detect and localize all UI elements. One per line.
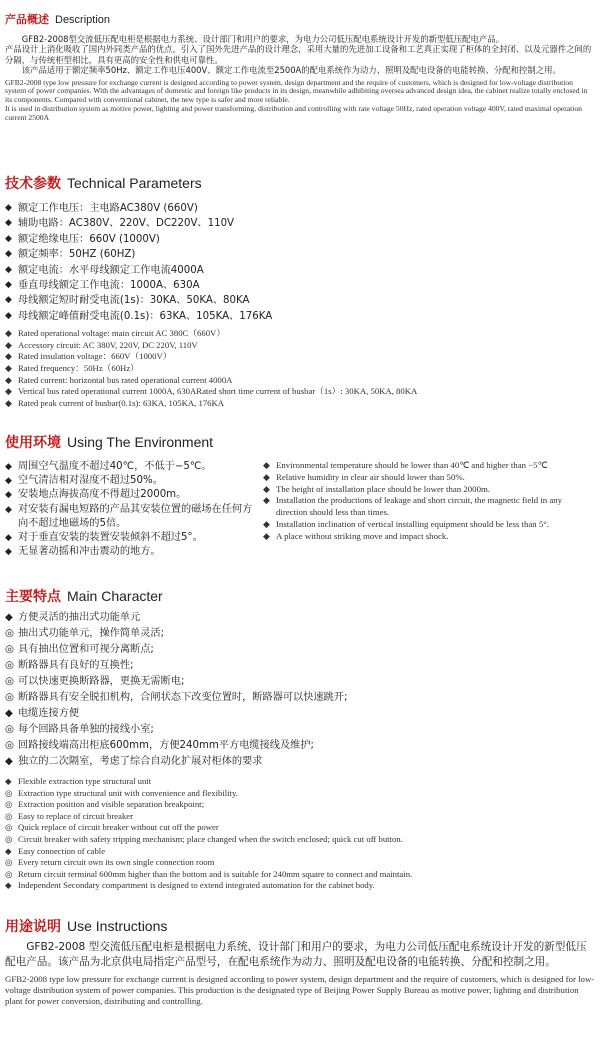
environment-cn-list: [5, 460, 255, 559]
list-item: ◆ Installation the productions of leakage and short circuit, the magnetic field in any direction should less than times.: [263, 495, 563, 518]
diamond-bullet-icon: ◆: [263, 460, 270, 470]
list-item: ◆ Rated operational voltage: main circuit AC 380C（660V）: [5, 328, 226, 339]
double-circle-bullet-icon: ◎: [5, 628, 14, 639]
diamond-bullet-icon: ◆: [5, 533, 12, 544]
list-item: ◆ Easy connection of cable: [5, 845, 106, 856]
use-title-en: Use Instructions: [67, 918, 168, 934]
list-item: ◆ Installation inclination of vertical installing equipment should be less than 5°.: [263, 518, 549, 529]
list-item: ◎ 回路接线端高出柜底600mm，方便240mm平方电缆接线及维护;: [5, 738, 595, 754]
list-item: ◆ Flexible extraction type structural unit: [5, 776, 152, 786]
double-circle-bullet-icon: ◎: [5, 857, 13, 868]
diamond-bullet-icon: ◆: [263, 483, 270, 494]
list-item: ◆ A place without striking move and impact shock.: [263, 530, 449, 541]
list-item: ◆ 辅助电路：AC380V、220V、DC220V、110V: [5, 216, 595, 231]
list-item: ◆ 额定频率：50HZ (60HZ): [5, 247, 595, 262]
list-item: ◎ Extraction type structural unit with convenience and flexibility.: [5, 787, 238, 798]
description-en-paragraph: It is used in distribution system as motive power, lighting and power transforming, distribution and controlling with rate voltage 50Hz, rated operation voltage 400V, rated maximal operation current 2500A: [5, 104, 582, 122]
description-section: [5, 10, 595, 123]
description-title-cn: 产品概述: [5, 13, 49, 26]
list-item: ◆ Vertical bus rated operational current 1000A, 630ARated short time current of busbar（1s）: 30KA, 50KA, 80KA: [5, 386, 418, 397]
list-item: ◆ Relative humidity in clear air should lower than 50%.: [263, 471, 465, 482]
environment-title-cn: 使用环境: [5, 435, 61, 451]
list-item: ◎ Quick replace of circuit breaker without cut off the power: [5, 822, 219, 833]
double-circle-bullet-icon: ◎: [5, 787, 13, 798]
double-circle-bullet-icon: ◎: [5, 833, 13, 844]
list-item: ◎ Return circuit terminal 600mm higher than the bottom and is suitable for 240mm square to connect and maintain.: [5, 868, 413, 879]
list-item: ◆ 对于垂直安装的装置安装倾斜不超过5°。: [5, 531, 255, 545]
double-circle-bullet-icon: ◎: [5, 660, 14, 671]
diamond-bullet-icon: ◆: [263, 471, 270, 482]
technical-cn-list: [5, 201, 595, 324]
list-item: ◎ Easy to replace of circuit breaker: [5, 810, 134, 821]
diamond-bullet-icon: ◆: [5, 845, 12, 856]
list-item: ◆ Accessory circuit: AC 380V, 220V, DC 220V, 110V: [5, 339, 198, 350]
double-circle-bullet-icon: ◎: [5, 644, 14, 655]
list-item: ◆ 独立的二次隔室，考虑了综合自动化扩展对柜体的要求: [5, 754, 595, 770]
diamond-bullet-icon: ◆: [5, 328, 12, 339]
technical-section: [5, 173, 595, 409]
list-item: ◆ 母线额定峰值耐受电流(0.1s)：63KA、105KA、176KA: [5, 309, 595, 324]
list-item: ◆ 空气清洁相对湿度不超过50%。: [5, 474, 255, 488]
diamond-bullet-icon: ◆: [5, 462, 12, 472]
technical-title-en: Technical Parameters: [67, 175, 202, 191]
diamond-bullet-icon: ◆: [263, 518, 270, 529]
diamond-bullet-icon: ◆: [5, 218, 12, 229]
list-item: ◆ Rated insulation voltage：660V（1000V）: [5, 351, 172, 362]
diamond-bullet-icon: ◆: [5, 708, 13, 719]
main-character-section: [5, 586, 595, 892]
description-en-paragraph: GFB2-2008 type low pressure for exchange current is designed according to power system, design department and the require of customers, which is designed for low-voltage distribution system of power companies. With the advantages of domestic and foreign like products in its design, meanwhile adhibiting oversea advanced design idea, the cabinet realize totally enclosed in its components. Compared with conventional cabinet, the new type is safer and more reliable.: [5, 77, 588, 105]
main-character-cn-list: [5, 610, 595, 770]
double-circle-bullet-icon: ◎: [5, 868, 13, 879]
diamond-bullet-icon: ◆: [5, 339, 12, 350]
list-item: ◎ Extraction position and visible separation breakpoint;: [5, 799, 205, 810]
diamond-bullet-icon: ◆: [5, 776, 12, 786]
technical-heading: [5, 173, 595, 195]
list-item: ◎ 断路器具有良好的互换性;: [5, 658, 595, 674]
list-item: ◎ Circuit breaker with safety tripping mechanism; place changed when the switch enclosed; quick cut off button.: [5, 833, 403, 844]
diamond-bullet-icon: ◆: [5, 203, 12, 213]
double-circle-bullet-icon: ◎: [5, 810, 13, 821]
double-circle-bullet-icon: ◎: [5, 822, 13, 833]
diamond-bullet-icon: ◆: [5, 280, 12, 291]
list-item: ◎ 可以快速更换断路器，更换无需断电;: [5, 674, 595, 690]
list-item: ◆ Rated frequency：50Hz（60Hz）: [5, 363, 139, 374]
environment-en-list: [263, 460, 595, 543]
diamond-bullet-icon: ◆: [5, 490, 12, 501]
list-item: ◆ 安装地点海拔高度不得超过2000m。: [5, 488, 255, 502]
environment-title-en: Using The Environment: [67, 434, 214, 450]
list-item: ◆ 电缆连接方便: [5, 706, 595, 722]
list-item: ◆ 额定绝缘电压：660V (1000V): [5, 232, 595, 247]
technical-en-list: [5, 328, 595, 409]
double-circle-bullet-icon: ◎: [5, 724, 14, 735]
list-item: ◎ 每个回路具备单独的接线小室;: [5, 722, 595, 738]
diamond-bullet-icon: ◆: [5, 363, 12, 374]
list-item: ◆ Environmental temperature should be lower than 40℃ and higher than −5℃: [263, 460, 548, 470]
double-circle-bullet-icon: ◎: [5, 740, 14, 751]
diamond-bullet-icon: ◆: [5, 386, 12, 397]
diamond-bullet-icon: ◆: [5, 504, 12, 515]
list-item: ◆ 无显著动摇和冲击震动的地方。: [5, 545, 255, 559]
list-item: ◆ Independent Secondary compartment is designed to extend integrated automation for the cabinet body.: [5, 880, 375, 891]
diamond-bullet-icon: ◆: [5, 756, 13, 767]
list-item: ◆ 额定电流：水平母线额定工作电流4000A: [5, 263, 595, 278]
list-item: ◆ Rated peak current of busbar(0.1s): 63KA, 105KA, 176KA: [5, 397, 225, 408]
double-circle-bullet-icon: ◎: [5, 799, 13, 810]
list-item: ◆ 额定工作电压：主电路AC380V (660V): [5, 201, 595, 216]
diamond-bullet-icon: ◆: [5, 476, 12, 487]
diamond-bullet-icon: ◆: [5, 249, 12, 260]
diamond-bullet-icon: ◆: [5, 374, 12, 385]
list-item: ◎ Every return circuit own its own single connection room: [5, 857, 215, 868]
diamond-bullet-icon: ◆: [5, 310, 12, 321]
use-en-paragraph: GFB2-2008 type low pressure for exchange current is designed according to power system, design department and the require of customers, which is designed for low-voltage distribution system of power companies. This production is the designated type of Beijing Power Supply Bureau as motive power, lighting and distribution plant for power conversion, distributing and controlling.: [5, 974, 595, 1006]
main-character-en-list: [5, 776, 595, 892]
diamond-bullet-icon: ◆: [5, 397, 12, 408]
description-cn-paragraph: 该产品适用于额定频率50Hz、额定工作电压400V、额定工作电流至2500A的配电系统作为动力、照明及配电设备的电能转换、分配和控制之用。: [21, 65, 561, 76]
main-character-title-en: Main Character: [67, 588, 163, 604]
diamond-bullet-icon: ◆: [5, 880, 12, 891]
list-item: ◎ 抽出式功能单元，操作简单灵活;: [5, 626, 595, 642]
use-title-cn: 用途说明: [5, 919, 61, 935]
list-item: ◎ 具有抽出位置和可视分离断点;: [5, 642, 595, 658]
list-item: ◆ Rated current: horizontal bus rated operational current 4000A: [5, 374, 233, 385]
diamond-bullet-icon: ◆: [5, 351, 12, 362]
list-item: ◆ 方便灵活的抽出式功能单元: [5, 610, 595, 626]
main-character-title-cn: 主要特点: [5, 589, 61, 605]
diamond-bullet-icon: ◆: [5, 295, 12, 306]
description-title-en: Description: [55, 14, 111, 26]
diamond-bullet-icon: ◆: [263, 530, 270, 541]
list-item: ◆ 周围空气温度不超过40℃，不低于−5℃。: [5, 460, 255, 474]
diamond-bullet-icon: ◆: [5, 547, 12, 558]
use-heading: [5, 916, 595, 938]
environment-heading: [5, 432, 595, 454]
list-item: ◆ 母线额定短时耐受电流(1s)：30KA、50KA、80KA: [5, 293, 595, 308]
use-section: [5, 916, 595, 1007]
list-item: ◎ 断路器具有安全脱扣机构，合闸状态下改变位置时，断路器可以快速跳开;: [5, 690, 595, 706]
diamond-bullet-icon: ◆: [5, 264, 12, 275]
diamond-bullet-icon: ◆: [263, 495, 270, 506]
diamond-bullet-icon: ◆: [5, 233, 12, 244]
double-circle-bullet-icon: ◎: [5, 676, 14, 687]
diamond-bullet-icon: ◆: [5, 612, 13, 623]
description-heading: [5, 10, 595, 32]
use-cn-paragraph: GFB2-2008 型交流低压配电柜是根据电力系统、设计部门和用户的要求，为电力公司低压配电系统设计开发的新型低压配电产品。该产品为北京供电局指定产品型号，在配电系统作为动力、照明及配电设备的电能转换、分配和控制之用。: [5, 941, 587, 968]
description-cn-paragraph: 产品设计上消化吸收了国内外同类产品的优点，引入了国外先进产品的设计理念，采用大量的先进加工设备和工艺真正实现了柜体的全封闭、以及元器件之间的分隔，与传统柜型相比，具有更高的安全性和供电可靠性。: [5, 44, 592, 65]
environment-section: [5, 432, 595, 592]
double-circle-bullet-icon: ◎: [5, 692, 14, 703]
main-character-heading: [5, 586, 595, 608]
list-item: ◆ The height of installation place should be lower than 2000m.: [263, 483, 491, 494]
list-item: ◆ 对安装有漏电短路的产品其安装位置的磁场在任何方向不超过地磁场的5倍。: [5, 503, 253, 529]
technical-title-cn: 技术参数: [5, 176, 61, 192]
list-item: ◆ 垂直母线额定工作电流：1000A、630A: [5, 278, 595, 293]
description-cn-paragraph: GFB2-2008型交流低压配电柜是根据电力系统、设计部门和用户的要求，为电力公司低压配电系统设计开发的新型低压配电产品。: [21, 34, 505, 44]
